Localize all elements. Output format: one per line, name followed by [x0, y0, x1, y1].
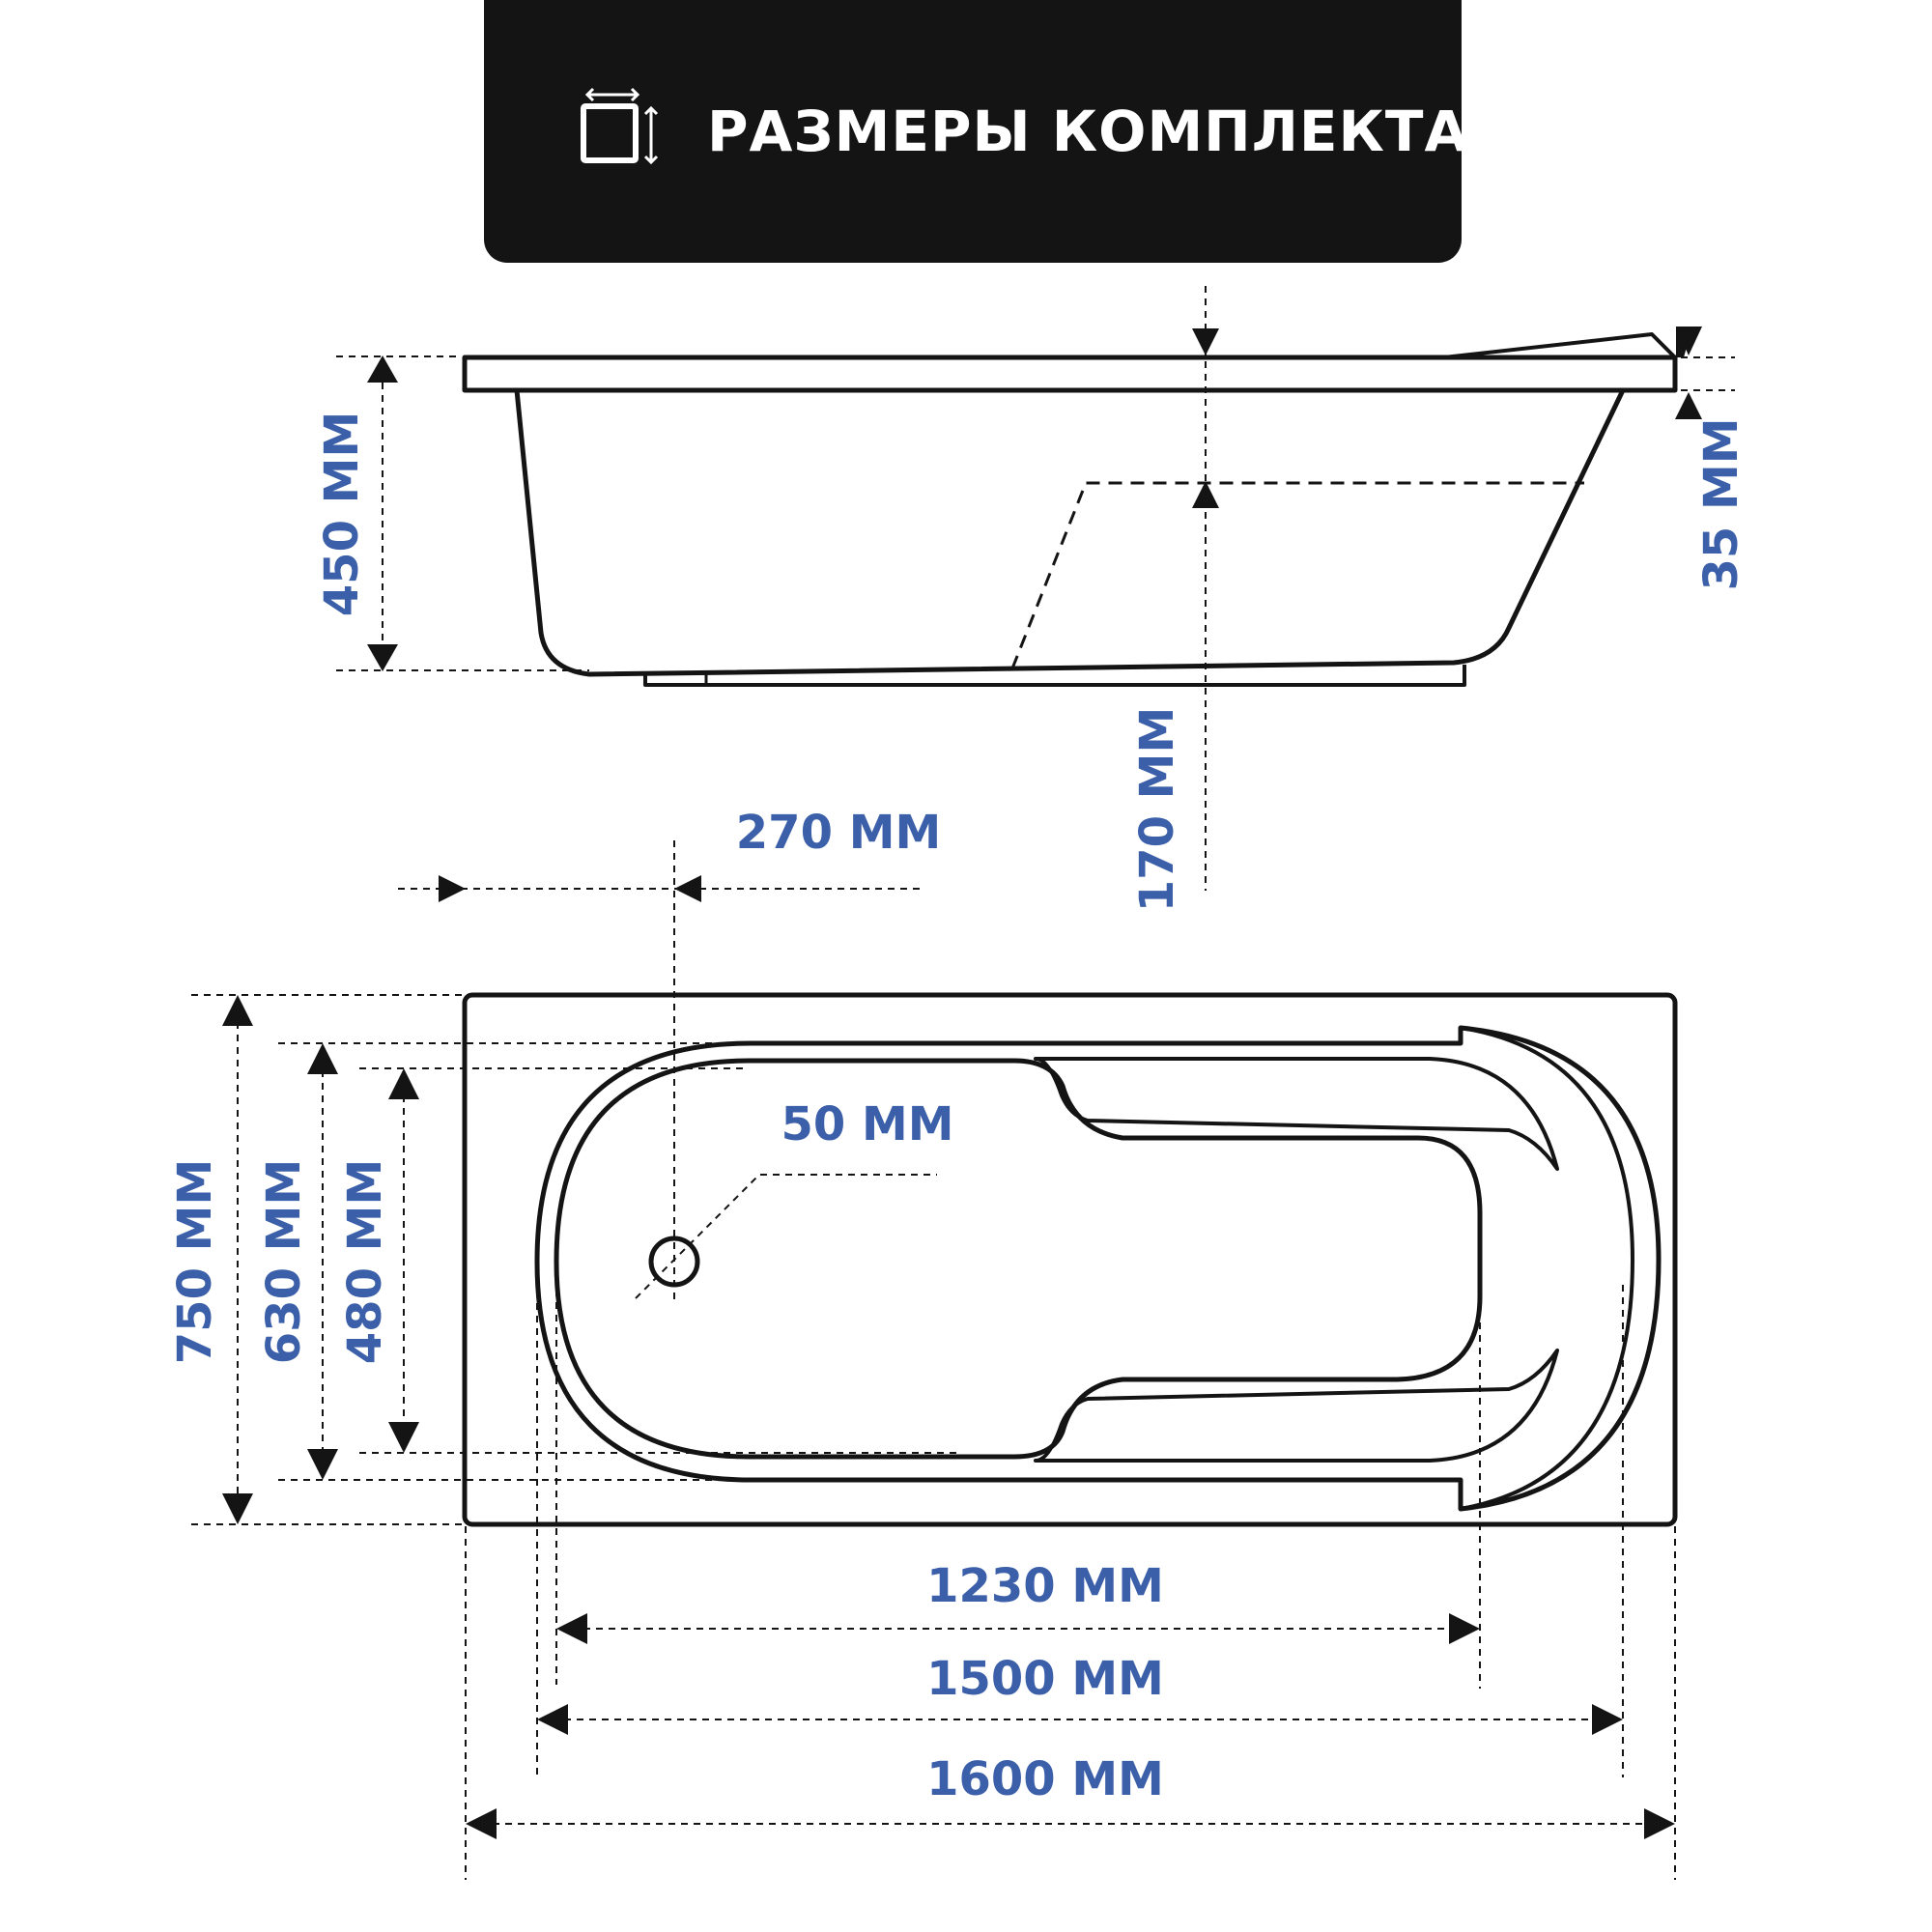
arrow-down [307, 1449, 338, 1480]
dim-label-width-inner: 630 ММ [257, 1158, 311, 1365]
arrow-right [1592, 1704, 1623, 1735]
armrest-lower [1036, 1350, 1557, 1461]
arrow-down [388, 1422, 419, 1453]
top-view [168, 806, 1675, 1880]
headrest-wedge [1444, 334, 1675, 357]
arrow-down [367, 644, 398, 671]
side-view [315, 286, 1748, 912]
page-title: РАЗМЕРЫ КОМПЛЕКТА [707, 99, 1469, 164]
arrow-left [466, 1808, 497, 1839]
bathtub-bowl-outline [537, 1028, 1659, 1509]
arrow-left [674, 875, 701, 902]
dim-label-height: 450 ММ [315, 411, 369, 617]
dim-label-seat: 170 ММ [1130, 706, 1184, 913]
arrow-up [307, 1043, 338, 1074]
dim-label-rim: 35 ММ [1694, 417, 1748, 591]
arrow-down [222, 1493, 253, 1524]
arrow-up [388, 1068, 419, 1099]
arrow-left [537, 1704, 568, 1735]
dim-label-drain-diameter: 50 ММ [781, 1097, 954, 1151]
arrow-left [556, 1613, 587, 1644]
dim-label-width-bottom: 480 ММ [338, 1158, 392, 1365]
bathtub-rim [465, 357, 1675, 390]
arrow-right [439, 875, 466, 902]
arrow-right [1449, 1613, 1480, 1644]
dim-label-drain-offset: 270 ММ [735, 806, 942, 860]
arrow-up [1675, 392, 1702, 419]
arrow-down [1192, 328, 1219, 355]
dim-label-length-inner: 1500 ММ [926, 1652, 1164, 1706]
arrow-right [1644, 1808, 1675, 1839]
dim-label-length-outer: 1600 ММ [926, 1752, 1164, 1806]
arrow-up [222, 995, 253, 1026]
drain-leader-line [636, 1175, 937, 1298]
armrest-upper [1036, 1059, 1557, 1169]
arrow-up [1192, 481, 1219, 508]
bathtub-body-side [517, 390, 1623, 674]
dim-label-width-outer: 750 ММ [168, 1158, 222, 1365]
arrow-up [367, 355, 398, 383]
dim-label-length-bottom: 1230 ММ [926, 1559, 1164, 1613]
